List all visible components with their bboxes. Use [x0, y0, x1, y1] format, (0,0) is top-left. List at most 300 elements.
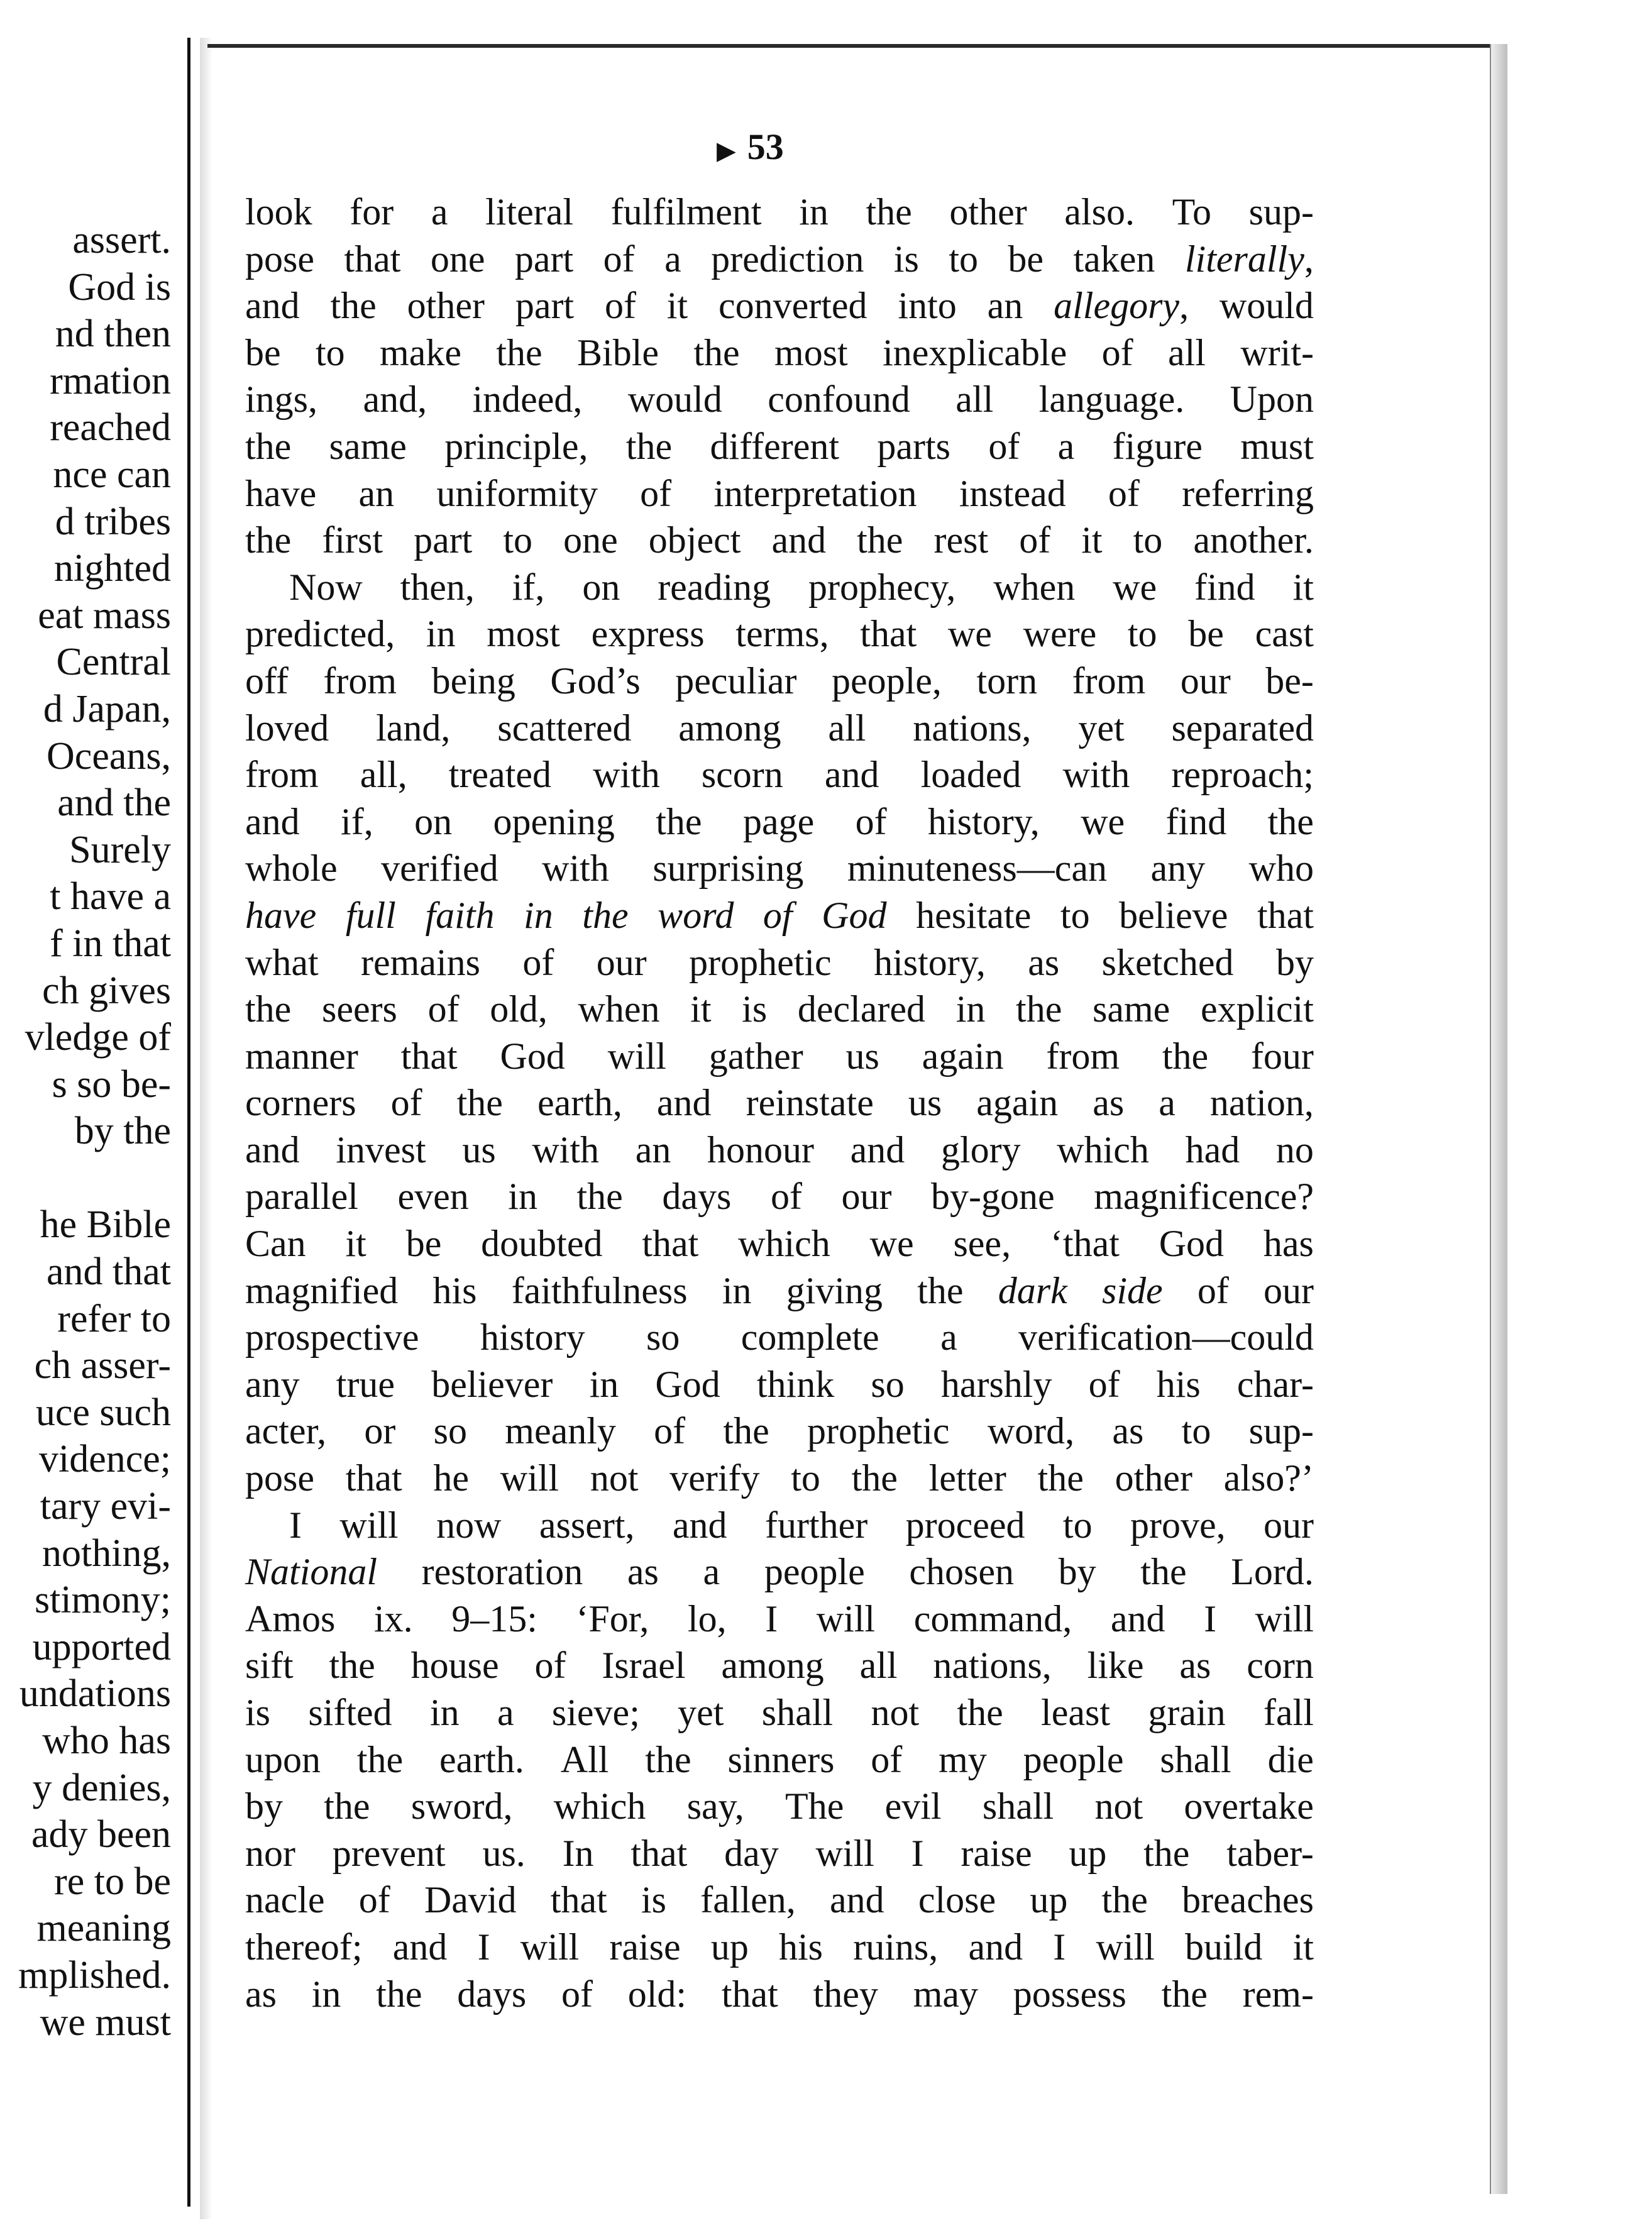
word: remains	[361, 941, 480, 983]
text-line	[245, 1455, 1314, 1502]
left-page-line: ch gives	[42, 969, 171, 1012]
word: page	[742, 800, 815, 842]
page-right-edge	[1490, 44, 1507, 2194]
word: upon	[245, 1738, 321, 1780]
word: with	[542, 847, 609, 890]
left-page-line: meaning	[36, 1907, 171, 1950]
word: language.	[1038, 378, 1185, 421]
word: in	[589, 1363, 619, 1405]
word: in	[426, 613, 456, 655]
word: word,	[987, 1410, 1075, 1452]
italic-word: allegory,	[1054, 285, 1189, 327]
word: we	[947, 613, 992, 655]
word: the	[1267, 800, 1314, 842]
word: of	[358, 1879, 390, 1921]
word: days	[662, 1176, 732, 1218]
word: treated	[448, 754, 551, 796]
word: and	[245, 800, 300, 842]
word: a	[1057, 425, 1075, 467]
word: the	[245, 988, 292, 1030]
word: up	[710, 1926, 749, 1968]
word: least	[1041, 1692, 1110, 1733]
italic-word: have	[245, 894, 317, 936]
word: a	[431, 191, 448, 233]
italic-word: faith	[425, 894, 495, 936]
left-page-line: tary evi-	[40, 1485, 171, 1528]
word: we	[1113, 566, 1157, 608]
word: a	[664, 238, 681, 280]
word: find	[1194, 566, 1255, 608]
word: ‘that	[1050, 1223, 1120, 1265]
word: it	[1081, 519, 1103, 561]
word: terms,	[735, 613, 829, 655]
word: day	[724, 1832, 779, 1874]
word: honour	[707, 1128, 814, 1171]
word: that	[1257, 894, 1314, 936]
word: manner	[245, 1035, 358, 1077]
left-page-line: ch asser-	[34, 1344, 171, 1387]
word: and	[771, 519, 827, 561]
word: the	[245, 519, 292, 561]
left-page-line: reached	[50, 406, 171, 449]
word: Israel	[602, 1645, 686, 1687]
word: principle,	[444, 425, 588, 467]
word: to	[1181, 1410, 1211, 1452]
word: is	[742, 988, 768, 1030]
word: and	[824, 754, 879, 796]
left-page-line: upported	[32, 1625, 171, 1668]
word: with	[1062, 754, 1130, 796]
word: fallen,	[700, 1879, 796, 1921]
word: interpretation	[713, 472, 917, 514]
left-page-line: we must	[40, 2000, 171, 2044]
word: thereof;	[245, 1926, 363, 1968]
word: God	[500, 1035, 565, 1077]
word: magnificence?	[1094, 1176, 1314, 1218]
text-line	[245, 1642, 1314, 1689]
word: he	[433, 1457, 470, 1499]
word: nations,	[933, 1645, 1052, 1687]
word: when	[993, 566, 1076, 608]
word: also?’	[1223, 1457, 1314, 1499]
word: the	[656, 800, 702, 842]
word: verification—could	[1018, 1316, 1314, 1359]
word: so	[646, 1316, 680, 1359]
text-line	[245, 1267, 1314, 1315]
text-line	[245, 1736, 1314, 1784]
word: with	[532, 1128, 600, 1171]
word: Upon	[1230, 378, 1314, 421]
word: people	[1023, 1738, 1124, 1780]
left-page-line: assert.	[72, 219, 171, 262]
word: us	[908, 1082, 942, 1124]
word: to	[949, 238, 978, 280]
word: sword,	[410, 1785, 513, 1828]
word: four	[1250, 1035, 1314, 1077]
word: further	[764, 1504, 868, 1546]
word: will	[815, 1832, 874, 1874]
text-line	[245, 564, 1314, 611]
word: same	[329, 425, 407, 467]
word: then,	[400, 566, 475, 608]
text-line	[245, 1079, 1314, 1127]
word: any	[1150, 847, 1206, 890]
word: Lord.	[1231, 1551, 1314, 1593]
italic-word: God	[822, 894, 887, 936]
word: most	[487, 613, 560, 655]
word: other	[1115, 1457, 1192, 1499]
text-line	[245, 1783, 1314, 1830]
word: I	[477, 1926, 490, 1968]
word: The	[785, 1785, 844, 1828]
word: sketched	[1101, 941, 1234, 983]
word: we	[869, 1223, 914, 1265]
word: corners	[245, 1082, 356, 1124]
text-line	[245, 610, 1314, 658]
word: command,	[913, 1597, 1072, 1640]
word: that	[345, 1457, 402, 1499]
left-page-line: refer to	[57, 1297, 171, 1340]
left-page-line: t have a	[50, 875, 171, 918]
word: prediction	[711, 238, 864, 280]
word: literal	[485, 191, 574, 233]
word: be	[245, 331, 281, 373]
left-page-line: d tribes	[55, 500, 171, 543]
left-page-line: rmation	[50, 359, 171, 402]
word: the	[576, 1176, 623, 1218]
word: as	[627, 1551, 659, 1593]
word: of	[640, 472, 672, 514]
word: parallel	[245, 1176, 358, 1218]
word: sup-	[1248, 1410, 1314, 1452]
word: invest	[336, 1128, 426, 1171]
word: with	[593, 754, 660, 796]
word: predicted,	[245, 613, 395, 655]
word: not	[1094, 1785, 1143, 1828]
text-line	[245, 1033, 1314, 1080]
word: I	[1053, 1926, 1066, 1968]
text-line	[245, 1173, 1314, 1220]
word: the	[376, 1973, 422, 2015]
word: would	[1219, 285, 1314, 327]
text-line	[245, 1971, 1314, 2018]
word: of	[603, 238, 635, 280]
word: die	[1267, 1738, 1314, 1780]
word: nacle	[245, 1879, 325, 1921]
word: harshly	[940, 1363, 1052, 1405]
word: instead	[959, 472, 1066, 514]
word: other	[407, 285, 485, 327]
word: by	[1275, 941, 1314, 983]
text-line	[245, 1361, 1314, 1408]
word: to	[791, 1457, 820, 1499]
word: the	[1162, 1035, 1209, 1077]
word: raise	[609, 1926, 681, 1968]
left-page-line: mplished.	[18, 1953, 171, 1997]
word: be	[405, 1223, 442, 1265]
word: to	[316, 331, 345, 373]
left-page-line: s so be-	[52, 1062, 171, 1106]
word: writ-	[1240, 331, 1314, 373]
word: to	[503, 519, 533, 561]
word: that	[550, 1879, 607, 1921]
word: indeed,	[472, 378, 583, 421]
word: yet	[678, 1692, 724, 1733]
word: part	[514, 238, 574, 280]
word: complete	[741, 1316, 879, 1359]
word: his	[432, 1269, 477, 1311]
word: will	[1096, 1926, 1155, 1968]
text-line	[245, 470, 1314, 517]
word: a	[940, 1316, 957, 1359]
italic-word: dark	[998, 1269, 1067, 1311]
word: letter	[928, 1457, 1006, 1499]
word: Amos	[245, 1597, 336, 1640]
word: the	[1037, 1457, 1084, 1499]
word: the	[957, 1692, 1003, 1733]
word: magnified	[245, 1269, 399, 1311]
text-line	[245, 1924, 1314, 1971]
word: corn	[1247, 1645, 1314, 1687]
word: the	[1016, 988, 1062, 1030]
word: an	[635, 1128, 671, 1171]
italic-word: the	[582, 894, 629, 936]
word: Now	[289, 566, 363, 608]
word: scorn	[701, 754, 783, 796]
word: by-gone	[931, 1176, 1055, 1218]
word: will	[1255, 1597, 1314, 1640]
word: overtake	[1184, 1785, 1314, 1828]
word: which	[738, 1223, 830, 1265]
word: a	[497, 1692, 514, 1733]
word: the	[866, 191, 912, 233]
word: shall	[761, 1692, 834, 1733]
word: prophetic	[689, 941, 832, 983]
word: glory	[940, 1128, 1021, 1171]
word: any	[245, 1363, 300, 1405]
word: that	[642, 1223, 699, 1265]
word: part	[414, 519, 473, 561]
word: prevent	[332, 1832, 446, 1874]
word: an	[358, 472, 395, 514]
word: nations,	[913, 707, 1032, 749]
word: if,	[512, 566, 545, 608]
word: believer	[431, 1363, 553, 1405]
word: of	[427, 988, 460, 1030]
word: in	[955, 988, 986, 1030]
word: and	[830, 1879, 884, 1921]
word: the	[1143, 1832, 1190, 1874]
word: in	[799, 191, 829, 233]
word: peculiar	[675, 659, 797, 702]
word: opening	[493, 800, 615, 842]
word: the	[329, 1645, 375, 1687]
word: from	[245, 754, 319, 796]
word: our	[841, 1176, 892, 1218]
word: the	[1101, 1879, 1148, 1921]
word: scattered	[497, 707, 632, 749]
word: of	[1197, 1269, 1229, 1311]
text-line	[245, 845, 1314, 892]
word: not	[590, 1457, 639, 1499]
left-page-line: uce such	[35, 1391, 171, 1434]
word: look	[245, 191, 312, 233]
page-number-mark: ▶	[717, 136, 736, 165]
word: minuteness—can	[847, 847, 1108, 890]
word: breaches	[1182, 1879, 1314, 1921]
word: of	[988, 425, 1020, 467]
word: in	[311, 1973, 341, 2015]
text-line	[245, 705, 1314, 752]
word: would	[627, 378, 722, 421]
word: proceed	[905, 1504, 1025, 1546]
word: it	[345, 1223, 366, 1265]
word: the	[330, 285, 377, 327]
text-line	[245, 189, 1314, 236]
word: In	[562, 1832, 594, 1874]
word: that	[400, 1035, 458, 1077]
word: of	[522, 941, 554, 983]
word: if,	[341, 800, 373, 842]
left-page-line: vledge of	[25, 1016, 171, 1059]
word: up	[1069, 1832, 1107, 1874]
word: all	[1168, 331, 1206, 373]
word: believe	[1119, 894, 1228, 936]
word: shall	[982, 1785, 1054, 1828]
word: to	[1062, 1504, 1093, 1546]
word: from	[1072, 659, 1146, 702]
word: also.	[1064, 191, 1135, 233]
word: to	[1127, 613, 1157, 655]
word: of	[1101, 331, 1133, 373]
word: history	[480, 1316, 585, 1359]
word: 9–15:	[451, 1597, 537, 1640]
word: earth,	[537, 1082, 622, 1124]
word: surprising	[653, 847, 804, 890]
word: sieve;	[551, 1692, 640, 1733]
word: different	[710, 425, 840, 467]
word: now	[436, 1504, 502, 1546]
left-page-line: who has	[42, 1719, 171, 1762]
word: his	[1156, 1363, 1201, 1405]
word: as	[1112, 1410, 1144, 1452]
text-line	[245, 1127, 1314, 1174]
word: as	[1093, 1082, 1125, 1124]
word: on	[414, 800, 453, 842]
word: whole	[245, 847, 338, 890]
text-line	[245, 658, 1314, 705]
page-number-value: 53	[747, 126, 784, 167]
word: of	[604, 285, 636, 327]
word: I	[765, 1597, 778, 1640]
word: loved	[245, 707, 329, 749]
italic-word: literally,	[1184, 238, 1314, 280]
word: ‘For,	[576, 1597, 649, 1640]
word: I	[911, 1832, 924, 1874]
word: yet	[1078, 707, 1125, 749]
word: has	[1263, 1223, 1314, 1265]
word: the	[625, 425, 673, 467]
left-page-line: nce can	[53, 453, 171, 496]
italic-word: in	[524, 894, 553, 936]
word: verify	[669, 1457, 760, 1499]
word: ings,	[245, 378, 318, 421]
word: the	[1140, 1551, 1187, 1593]
word: us	[845, 1035, 879, 1077]
word: torn	[976, 659, 1038, 702]
word: old,	[490, 988, 548, 1030]
word: so	[871, 1363, 905, 1405]
word: in	[722, 1269, 752, 1311]
word: by	[245, 1785, 283, 1828]
word: doubted	[481, 1223, 603, 1265]
left-page-line: nothing,	[42, 1531, 171, 1575]
word: sifted	[308, 1692, 392, 1733]
word: uniformity	[436, 472, 598, 514]
word: hesitate	[916, 894, 1032, 936]
word: prove,	[1130, 1504, 1226, 1546]
word: it	[666, 285, 688, 327]
word: or	[364, 1410, 396, 1452]
text-line	[245, 892, 1314, 939]
word: another.	[1193, 519, 1314, 561]
word: a	[1159, 1082, 1176, 1124]
word: and,	[363, 378, 427, 421]
text-line	[245, 1408, 1314, 1455]
word: that	[860, 613, 917, 655]
word: verified	[381, 847, 498, 890]
word: which	[553, 1785, 646, 1828]
word: of	[855, 800, 887, 842]
left-page-line: undations	[19, 1672, 171, 1716]
text-line	[245, 939, 1314, 986]
text-line	[245, 329, 1314, 377]
word: first	[322, 519, 383, 561]
word: as	[1028, 941, 1060, 983]
word: for	[350, 191, 394, 233]
word: of	[561, 1973, 593, 2015]
word: were	[1023, 613, 1097, 655]
word: fall	[1263, 1692, 1314, 1733]
text-line	[245, 517, 1314, 564]
word: separated	[1171, 707, 1314, 749]
word: and	[1110, 1597, 1165, 1640]
word: be-	[1265, 659, 1314, 702]
text-line	[245, 423, 1314, 470]
word: in	[429, 1692, 460, 1733]
word: reading	[658, 566, 771, 608]
word: to	[1133, 519, 1163, 561]
word: all,	[360, 754, 407, 796]
word: of	[390, 1082, 422, 1124]
text-line	[245, 1502, 1314, 1549]
word: restoration	[421, 1551, 583, 1593]
left-page-line: ady been	[31, 1813, 171, 1856]
word: into	[898, 285, 957, 327]
word: is	[245, 1692, 271, 1733]
word: the	[245, 425, 292, 467]
word: part	[515, 285, 575, 327]
word: I	[289, 1504, 302, 1546]
word: the	[917, 1269, 964, 1311]
word: as	[1179, 1645, 1211, 1687]
word: is	[893, 238, 919, 280]
word: and	[656, 1082, 712, 1124]
word: may	[913, 1973, 979, 2015]
word: of	[654, 1410, 686, 1452]
word: giving	[786, 1269, 883, 1311]
page-number	[717, 126, 784, 168]
